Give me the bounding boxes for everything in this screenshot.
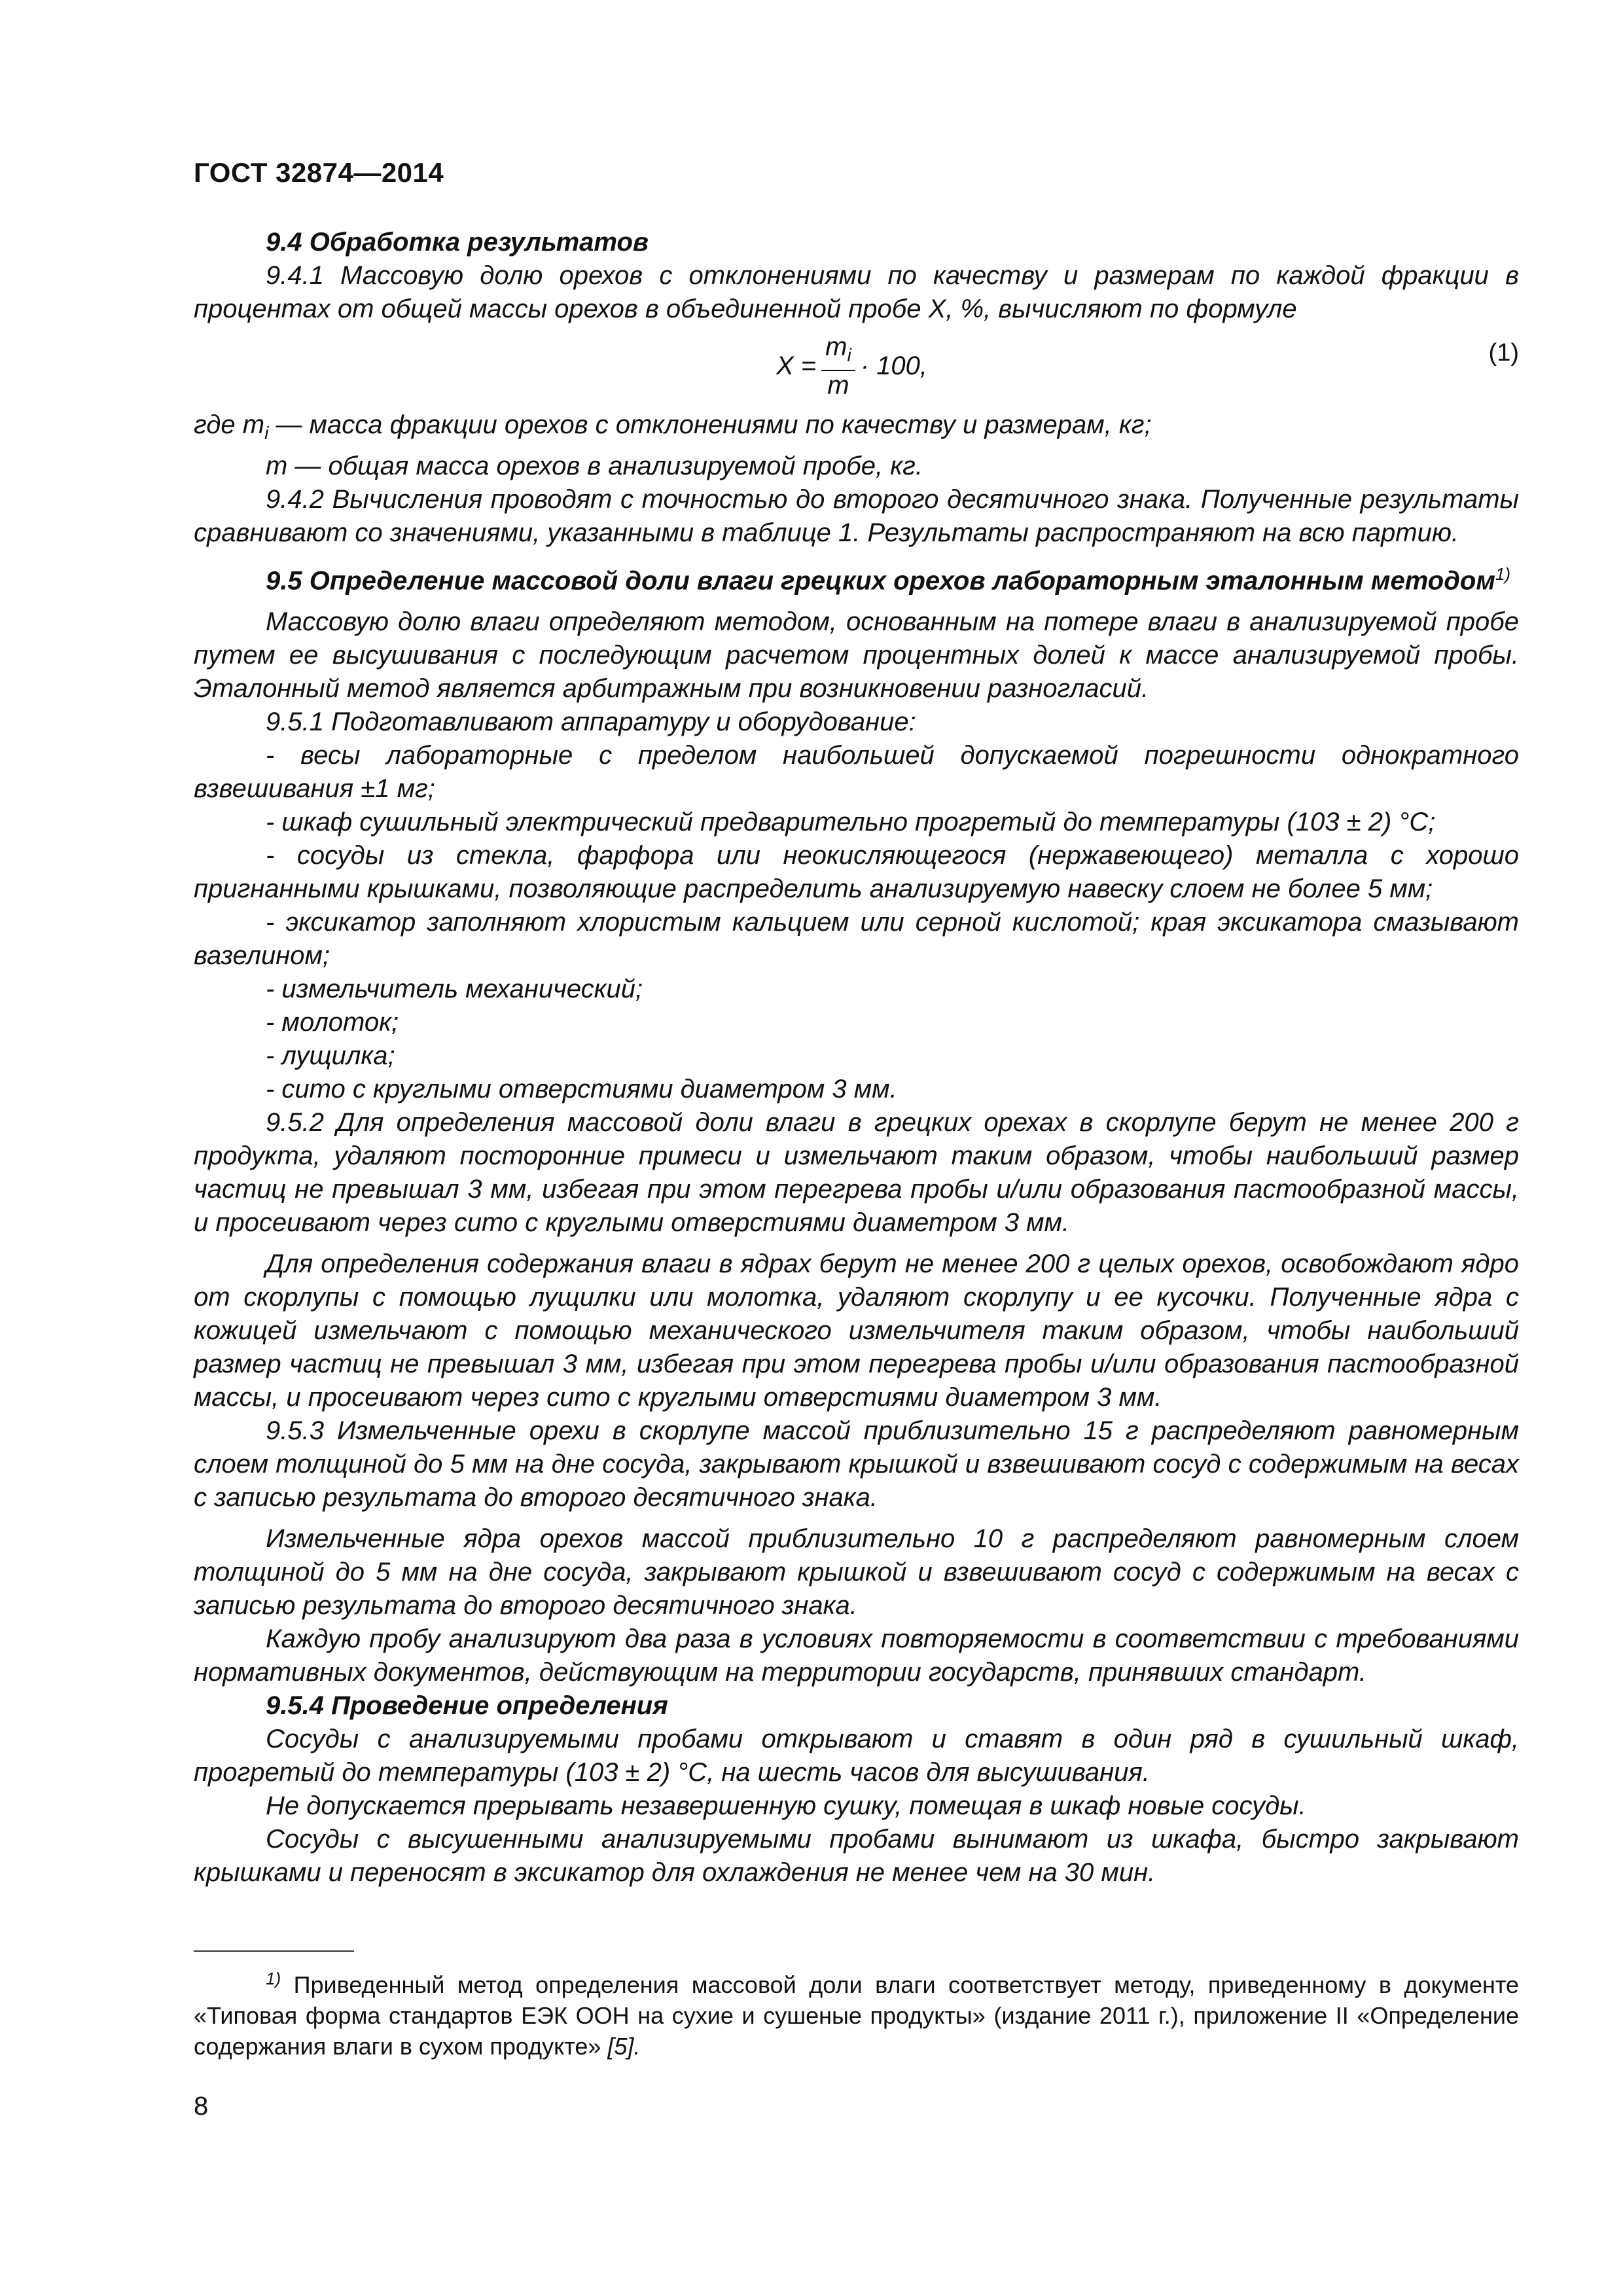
main-text [194,226,1519,1890]
formula-rhs: · 100, [860,351,928,380]
paragraph-9-5-2: 9.5.2 Для определения массовой доли влаги в грецких орехах в скорлупе берут не менее 200 г продукта, удаляют посторонние примеси и измельчают таким образом, чтобы наибольший размер частиц не превышал 3 мм, избегая при этом перегрева пробы и/или образования пастообразной массы, и просеивают через сито с круглыми отверстиями диаметром 3 мм. [194,1108,1519,1238]
equipment-item-oven: - шкаф сушильный электрический предварительно прогретый до температуры (103 ± 2) °С; [266,808,1436,837]
paragraph-9-5-3-repeat: Каждую пробу анализируют два раза в условиях повторяемости в соответствии с требованиями нормативных документов, действующим на территории государств, принявших стандарт. [194,1624,1519,1687]
section-9-5-title: 9.5 Определение массовой доли влаги грецких орехов лабораторным эталонным методом$^{1)}$ [266,564,1511,596]
footnote-mark: 1) [266,1969,281,1988]
formula-lhs: X = [776,351,817,380]
footnote-text: Приведенный метод определения массовой доли влаги соответствует методу, приведенному в документе «Типовая форма стандартов ЕЭК ООН на сухие и сушеные продукты» (издание 2011 г.), приложение II «Определение содержания влаги в сухом продукте» [194,1971,1519,2060]
formula-numerator: $m_i$ [821,332,855,371]
footnote-divider [194,1950,354,1952]
formula-number: (1) [1488,339,1519,367]
footnote-citation: [5]. [607,2033,641,2060]
equipment-item-sheller: - лущилка; [266,1041,395,1071]
formula-numerator-subscript: i [847,345,851,365]
paragraph-9-5-4-cooling: Сосуды с высушенными анализируемыми пробами вынимают из шкафа, быстро закрывают крышками и переносят в эксикатор для охлаждения не менее чем на 30 мин. [194,1825,1519,1888]
equipment-item-hammer: - молоток; [266,1008,399,1037]
footnote [194,1964,1519,2062]
equipment-item-vessels: - сосуды из стекла, фарфора или неокисляющегося (нержавеющего) металла с хорошо пригнанными крышками, позволяющие распределить анализируемую навеску слоем не более 5 мм; [194,841,1519,904]
equipment-item-sieve: - сито с круглыми отверстиями диаметром 3 мм. [266,1075,897,1104]
formula-expression [776,332,927,400]
paragraph-9-4-2: 9.4.2 Вычисления проводят с точностью до второго десятичного знака. Полученные результаты сравнивают со значениями, указанными в таблице 1. Результаты распространяют на всю партию. [194,485,1519,547]
section-9-5-4-title: 9.5.4 Проведение определения [266,1691,668,1721]
equipment-item-scales: - весы лабораторные с пределом наибольшей допускаемой погрешности однократного взвешивания ±1 мг; [194,741,1519,804]
formula-fraction [821,332,855,400]
document-code-header: ГОСТ 32874—2014 [194,157,444,188]
paragraph-9-5-4-no-interrupt: Не допускается прерывать незавершенную сушку, помещая в шкаф новые сосуды. [266,1791,1306,1821]
paragraph-9-5-1: 9.5.1 Подготавливают аппаратуру и оборудование: [266,708,916,737]
paragraph-9-5-4-drying: Сосуды с анализируемыми пробами открывают и ставят в один ряд в сушильный шкаф, прогретый до температуры (103 ± 2) °С, на шесть часов для высушивания. [194,1725,1519,1787]
equipment-list [194,739,1519,1106]
paragraph-9-5-3: 9.5.3 Измельченные орехи в скорлупе массой приблизительно 15 г распределяют равномерным слоем толщиной до 5 мм на дне сосуда, закрывают крышкой и взвешивают сосуд с содержимым на весах с записью результата до второго десятичного знака. [194,1416,1519,1513]
paragraph-9-5-3-kernels: Измельченные ядра орехов массой приблизительно 10 г распределяют равномерным слоем толщиной до 5 мм на дне сосуда, закрывают крышкой и взвешивают сосуд с содержимым на весах с записью результата до второго десятичного знака. [194,1524,1519,1621]
formula-1 [194,330,1519,402]
section-9-4-title: 9.4 Обработка результатов [266,228,649,257]
page-number: 8 [194,2092,209,2121]
footnote-reference-mark: 1) [1495,564,1511,584]
paragraph-9-5-2-kernels: Для определения содержания влаги в ядрах берут не менее 200 г целых орехов, освобождают ядро от скорлупы с помощью лущилки или молотка, удаляют скорлупу и ее кусочки. Полученные ядра с кожицей измельчают с помощью механического измельчителя таким образом, чтобы наибольший размер частиц не превышал 3 мм, избегая при этом перегрева пробы и/или образования пастообразной массы, и просеивают через сито с круглыми отверстиями диаметром 3 мм. [194,1249,1519,1412]
equipment-item-grinder: - измельчитель механический; [266,975,643,1004]
formula-legend-mi: где $m_i$ — масса фракции орехов с отклонениями по качеству и размерам, кг; [194,410,1152,443]
formula-legend-m: m — общая масса орехов в анализируемой пробе, кг. [266,452,923,480]
equipment-item-desiccator: - эксикатор заполняют хлористым кальцием или серной кислотой; края эксикатора смазывают вазелином; [194,908,1519,971]
paragraph-9-4-1: 9.4.1 Массовую долю орехов с отклонениями по качеству и размерам по каждой фракции в процентах от общей массы орехов в объединенной пробе X, %, вычисляют по формуле [194,261,1519,323]
paragraph-9-5-intro: Массовую долю влаги определяют методом, основанным на потере влаги в анализируемой пробе путем ее высушивания с последующим расчетом процентных долей к массе анализируемой пробы. Эталонный метод является арбитражным при возникновении разногласий. [194,607,1519,704]
formula-denominator: m [827,371,849,400]
